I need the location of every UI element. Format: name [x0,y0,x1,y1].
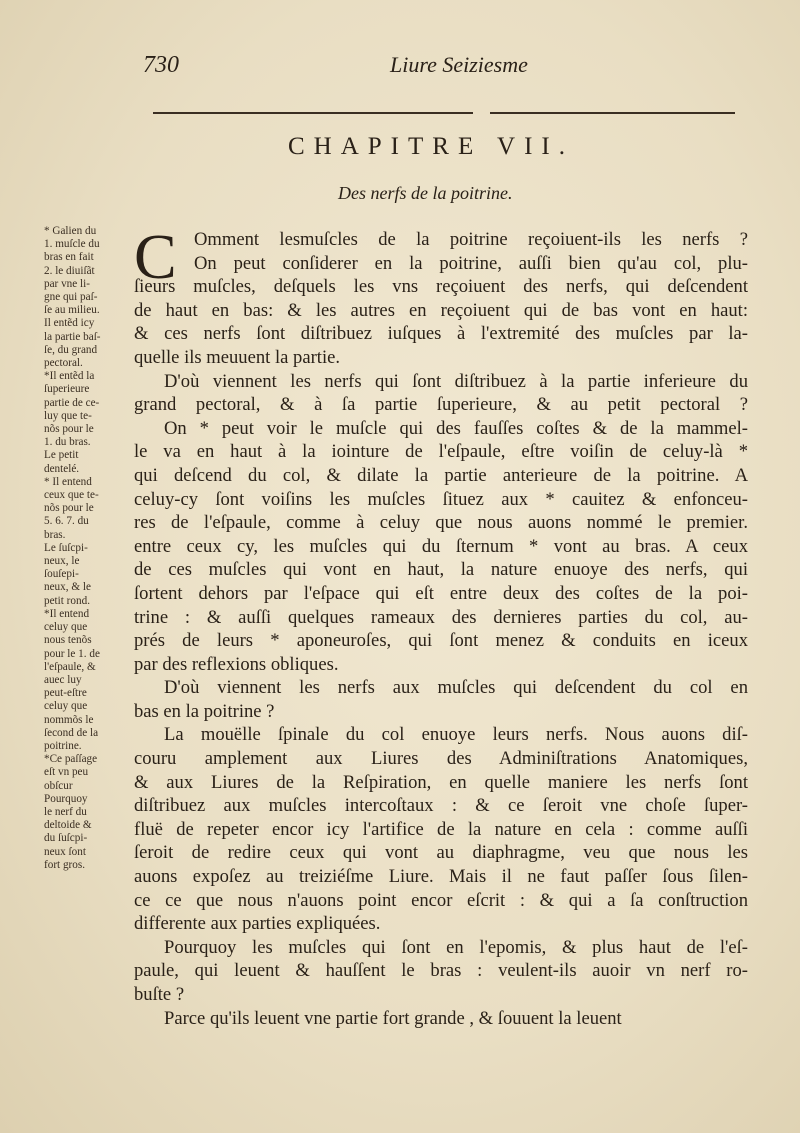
margin-note-line: ſouſepi- [44,568,79,581]
margin-note-line: bras en fait [44,251,94,264]
body-line: On peut conſiderer en la poitrine, auſſi bien qu'au col, plu- [194,252,748,274]
margin-note-line: *Ce paſſage [44,753,98,766]
body-line: buſte ? [134,984,185,1005]
body-line: differente aux parties expliquées. [134,913,381,935]
margin-note-line: nõs pour le [44,502,94,515]
body-line: & ces nerfs ſont diſtribuez iuſques à l'extremité des muſcles par la- [134,323,748,345]
body-line: celuy-cy ſont voiſins les muſcles ſituez aux * cauitez & enfonceu- [134,488,748,510]
margin-note-line: du ſuſcpi- [44,832,88,845]
margin-note-line: peut-eſtre [44,687,87,700]
margin-note-line: auec luy [44,673,82,686]
margin-note-line: bras. [44,528,66,541]
margin-note-line: celuy que [44,621,88,634]
body-line: paule, qui leuent & hauſſent le bras : veulent-ils auoir vn nerf ro- [134,960,748,982]
margin-note-line: * Il entend [44,475,92,488]
margin-note-line: pectoral. [44,357,83,370]
body-line: prés de leurs * aponeuroſes, qui ſont menez & conduits en iceux [134,630,748,652]
chapter-title: CHAPITRE VII. [288,133,574,160]
body-line: ce ce que nous n'auons point encor eſcrit : & qui a ſa conſtruction [134,889,748,911]
body-line: auons expoſez au treiziéſme Liure. Mais il ne faut paſſer ſous ſilen- [134,866,748,888]
margin-note-line: ſuperieure [44,383,90,396]
body-line: Omment lesmuſcles de la poitrine reçoiuent-ils les nerfs ? [194,229,748,250]
margin-note-line: Pourquoy [44,792,88,805]
margin-note-line: petit rond. [44,594,90,607]
margin-note-line: 1. du bras. [44,436,91,449]
body-line: quelle ils meuuent la partie. [134,346,341,368]
margin-note-line: eſt vn peu [44,766,89,779]
margin-note-line: 2. le diuiſãt [44,264,95,277]
body-line: de haut en bas: & les autres en reçoiuent qui de bas vont en haut: [134,299,748,321]
body-line: On * peut voir le muſcle qui des fauſſes coſtes & de la mammel- [164,417,748,439]
body-line: D'où viennent les nerfs aux muſcles qui deſcendent du col en [164,677,748,699]
margin-note-line: l'eſpaule, & [44,660,96,673]
margin-note-line: celuy que [44,700,88,713]
margin-note-line: nõs pour le [44,423,94,436]
body-text [134,221,748,1030]
margin-notes [44,225,129,872]
margin-note-line: ſe au milieu. [44,304,100,317]
body-line: trine : & auſſi quelques rameaux des dernieres parties du col, au- [134,606,748,628]
margin-note-line: ſecond de la [44,726,99,739]
margin-note-line: partie de ce- [44,396,100,409]
body-line: par des reflexions obliques. [134,653,339,675]
body-line: qui deſcend du col, & dilate la partie anterieure de la poitrine. A [134,464,748,486]
margin-note-line: gne qui paſ- [44,291,98,304]
body-line: ſeroit de redire ceux qui vont au diaphragme, veu que nous les [134,842,748,864]
page-number: 730 [143,52,179,78]
margin-note-line: nommõs le [44,713,94,726]
margin-note-line: ſe, du grand [44,343,98,356]
body-line: & aux Liures de la Reſpiration, en quelle maniere les nerfs ſont [134,771,748,793]
margin-note-line: neux ſont [44,845,86,858]
body-line: fluë de repeter encor icy l'artifice de la nature en cela : comme auſſi [134,818,748,840]
margin-note-line: neux, le [44,555,80,568]
body-line: res de l'eſpaule, comme à celuy que nous auons nommé le premier. [134,512,748,534]
body-line: entre ceux cy, les muſcles qui du ſternum * vont au bras. A ceux [134,535,748,557]
header-rule-left [153,112,473,114]
body-line: ſortent dehors par l'eſpace qui eſt entre deux des coſtes de la poi- [134,582,748,604]
margin-note-line: Le ſuſcpi- [44,541,88,554]
margin-note-line: 5. 6. 7. du [44,515,89,528]
drop-cap: C [134,221,177,292]
margin-note-line: le nerf du [44,805,87,818]
margin-note-line: fort gros. [44,858,86,871]
running-head: Liure Seiziesme [390,52,528,77]
chapter-subtitle: Des nerfs de la poitrine. [338,183,513,203]
margin-note-line: ceux que te- [44,489,99,502]
margin-note-line: Le petit [44,449,79,462]
body-line: Pourquoy les muſcles qui ſont en l'epomis, & plus haut de l'eſ- [164,936,748,958]
margin-note-line: *Il entẽd la [44,370,95,383]
margin-note-line: luy que te- [44,409,92,422]
body-line: couru amplement aux Liures des Adminiſtrations Anatomiques, [134,748,748,770]
margin-note-line: poitrine. [44,739,82,752]
body-line: Parce qu'ils leuent vne partie fort grande , & ſouuent la leuent [164,1007,622,1029]
body-line: le va en haut à la iointure de l'eſpaule, eſtre voiſin de celuy-là * [134,441,748,463]
body-line: diſtribuez aux muſcles intercoſtaux : & ce ſeroit vne choſe ſuper- [134,795,748,817]
margin-note-line: Il entẽd icy [44,317,95,330]
margin-note-line: par vne li- [44,277,90,290]
body-line: bas en la poitrine ? [134,700,275,722]
margin-note-line: nous tenõs [44,634,92,647]
body-line: ſieurs muſcles, deſquels les vns reçoiuent des nerfs, qui deſcendent [134,276,748,298]
margin-note-line: neux, & le [44,581,91,594]
margin-note-line: dentelé. [44,462,80,475]
body-line: grand pectoral, & à ſa partie ſuperieure, & au petit pectoral ? [134,394,748,416]
body-line: La mouëlle ſpinale du col enuoye leurs nerfs. Nous auons diſ- [164,724,748,746]
body-line: D'où viennent les nerfs qui ſont diſtribuez à la partie inferieure du [164,370,748,392]
margin-note-line: la partie baſ- [44,330,101,343]
header-rule-right [490,112,735,114]
margin-note-line: pour le 1. de [44,647,100,660]
margin-note-line: deltoide & [44,819,92,832]
body-line: de ces muſcles qui vont en haut, la nature enuoye des nerfs, qui [134,559,748,581]
margin-note-line: 1. muſcle du [44,238,100,251]
margin-note-line: *Il entend [44,607,90,620]
margin-note-line: obſcur [44,779,73,792]
margin-note-line: * Galien du [44,225,97,237]
